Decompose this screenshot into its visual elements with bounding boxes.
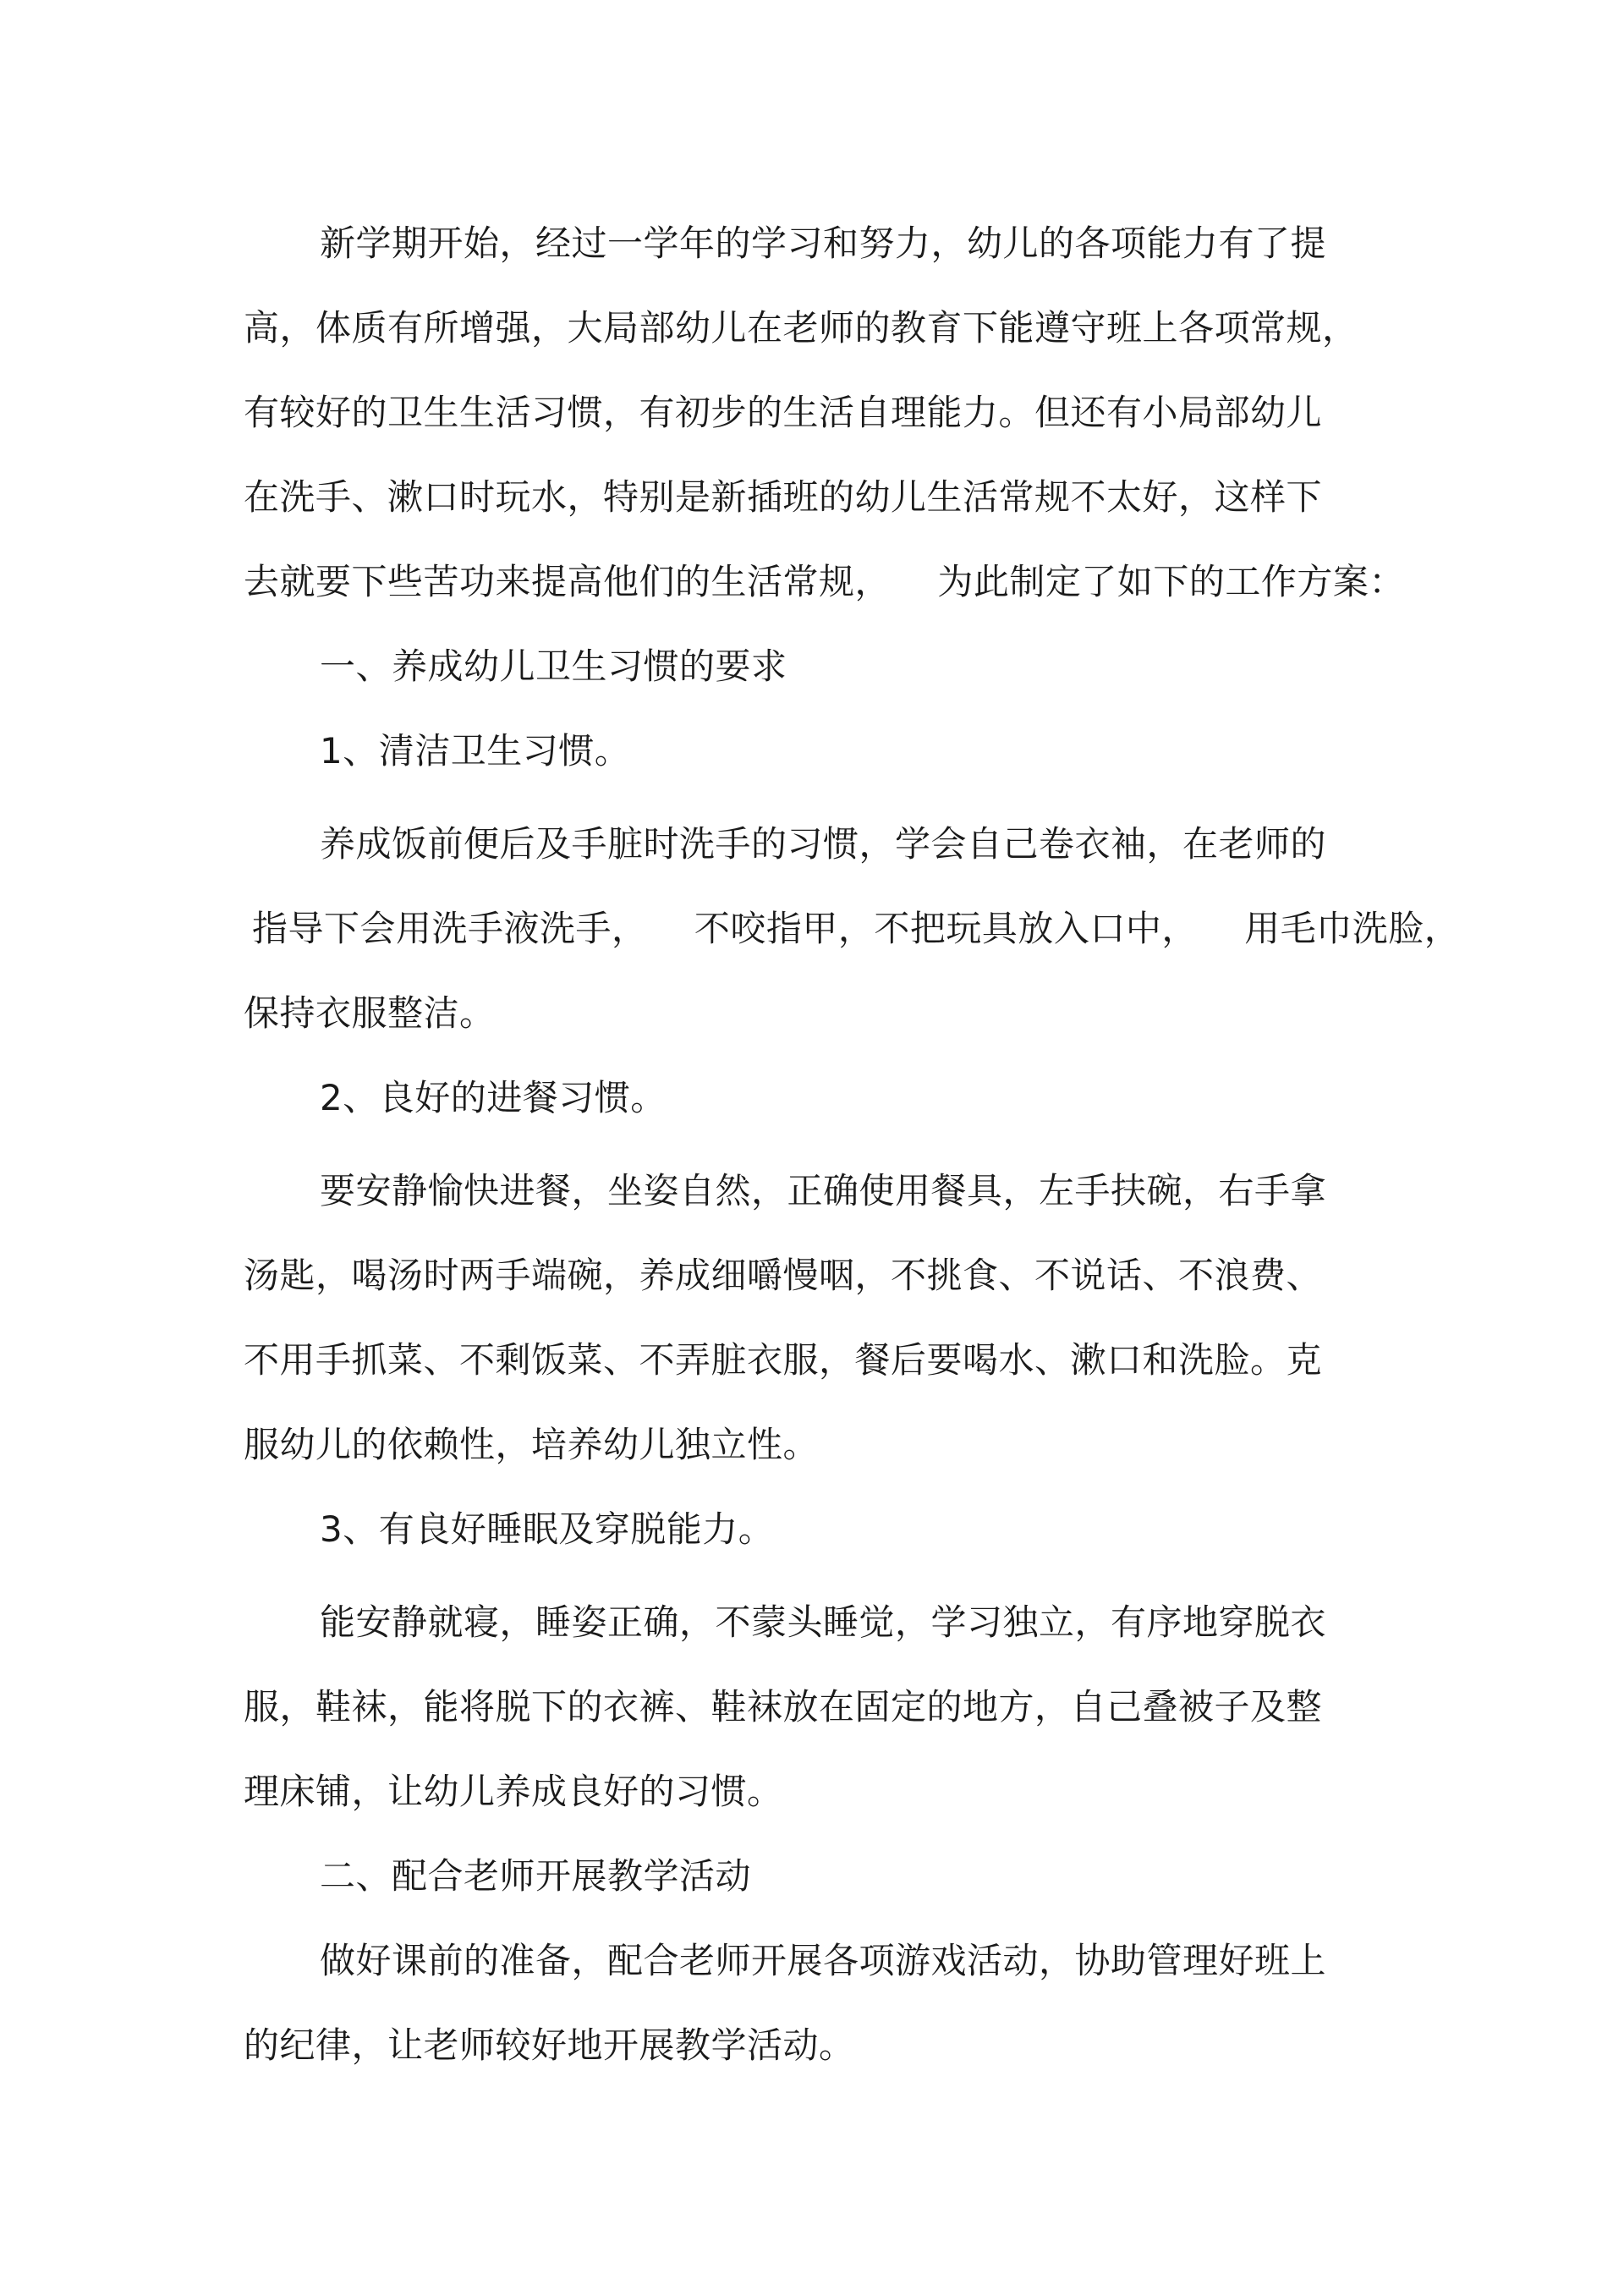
paragraph-line: 有较好的卫生生活习惯，有初步的生活自理能力。但还有小局部幼儿 xyxy=(244,392,1323,433)
paragraph-line: 服，鞋袜，能将脱下的衣裤、鞋袜放在固定的地方，自己叠被子及整 xyxy=(244,1686,1323,1727)
paragraph-line: 养成饭前便后及手脏时洗手的习惯，学会自己卷衣袖，在老师的 xyxy=(320,823,1327,865)
paragraph-line: 理床铺，让幼儿养成良好的习惯。 xyxy=(244,1771,783,1812)
paragraph-line: 高，体质有所增强，大局部幼儿在老师的教育下能遵守班上各项常规， xyxy=(244,307,1358,349)
paragraph-line: 不用手抓菜、不剩饭菜、不弄脏衣服，餐后要喝水、漱口和洗脸。克 xyxy=(244,1339,1323,1381)
section-heading: 二、配合老师开展教学活动 xyxy=(320,1855,752,1897)
paragraph-line: 服幼儿的依赖性，培养幼儿独立性。 xyxy=(244,1424,820,1465)
subsection-heading: 1、清洁卫生习惯。 xyxy=(320,730,631,772)
paragraph-line: 新学期开始，经过一学年的学习和努力，幼儿的各项能力有了提 xyxy=(320,222,1327,264)
paragraph-line: 在洗手、漱口时玩水，特别是新插班的幼儿生活常规不太好，这样下 xyxy=(244,476,1323,518)
paragraph-line: 指导下会用洗手液洗手， 不咬指甲，不把玩具放入口中， 用毛巾洗脸， xyxy=(252,908,1461,949)
paragraph-line: 保持衣服整洁。 xyxy=(244,992,496,1034)
paragraph-line: 去就要下些苦功来提高他们的生活常规， 为此制定了如下的工作方案： xyxy=(244,561,1405,602)
section-heading: 一、养成幼儿卫生习惯的要求 xyxy=(320,645,787,687)
subsection-heading: 2、良好的进餐习惯。 xyxy=(320,1077,667,1118)
paragraph-line: 做好课前的准备，配合老师开展各项游戏活动，协助管理好班上 xyxy=(320,1940,1327,1981)
paragraph-line: 汤匙，喝汤时两手端碗，养成细嚼慢咽，不挑食、不说话、不浪费、 xyxy=(244,1255,1323,1296)
paragraph-line: 能安静就寝，睡姿正确，不蒙头睡觉，学习独立，有序地穿脱衣 xyxy=(320,1601,1327,1643)
paragraph-line: 的纪律，让老师较好地开展教学活动。 xyxy=(244,2024,855,2066)
subsection-heading: 3、有良好睡眠及穿脱能力。 xyxy=(320,1508,775,1550)
paragraph-line: 要安静愉快进餐，坐姿自然，正确使用餐具，左手扶碗，右手拿 xyxy=(320,1170,1327,1211)
